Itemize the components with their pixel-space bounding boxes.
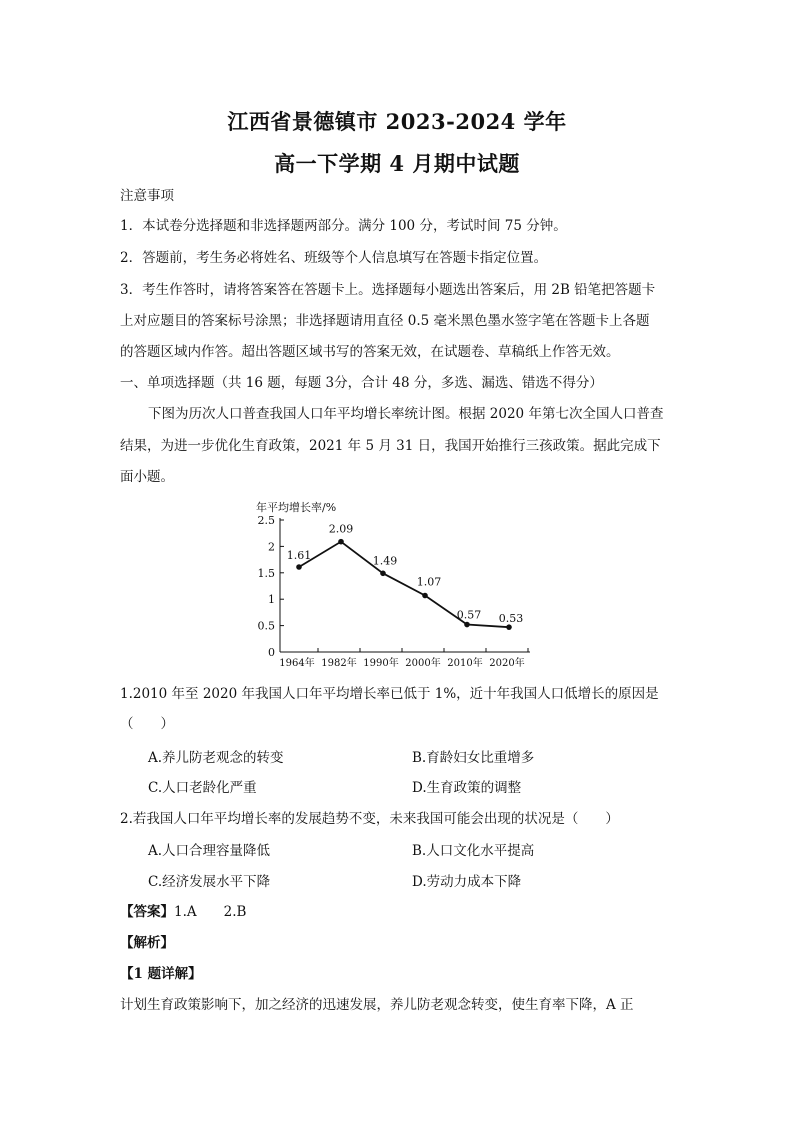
title-line-2: 高一下学期 4 月期中试题 (274, 151, 520, 176)
q2-option-c: C.经济发展水平下降 (148, 874, 271, 890)
notice-item-2: 2．答题前，考生务必将姓名、班级等个人信息填写在答题卡指定位置。 (120, 250, 548, 266)
x-tick-label: 1964年 (279, 658, 315, 669)
notice-item-1: 1．本试卷分选择题和非选择题两部分。满分 100 分，考试时间 75 分钟。 (120, 218, 567, 234)
data-label: 1.61 (286, 548, 312, 562)
data-point (464, 622, 470, 628)
y-tick-label: 2.5 (257, 514, 275, 527)
x-tick-label: 2020年 (489, 658, 525, 669)
detail-text: 计划生育政策影响下，加之经济的迅速发展，养儿防老观念转变，使生育率下降，A 正 (120, 997, 634, 1013)
data-label: 0.57 (456, 608, 482, 622)
data-point (380, 571, 386, 577)
q1-stem-line-1: 1.2010 年至 2020 年我国人口年平均增长率已低于 1%，近十年我国人口低增长的原因是 (120, 686, 659, 702)
data-point (422, 593, 428, 599)
q1-option-d: D.生育政策的调整 (412, 780, 522, 796)
chart-ylabel: 年平均增长率/% (256, 501, 337, 514)
growth-rate-chart (240, 496, 540, 672)
section-heading: 一、单项选择题（共 16 题，每题 3分，合计 48 分，多选、漏选、错选不得分） (120, 375, 603, 391)
answer-value: 1.A 2.B (174, 904, 247, 920)
y-tick-label: 1 (268, 593, 275, 607)
notice-item-3-cont-2: 的答题区域内作答。超出答题区域书写的答案无效，在试题卷、草稿纸上作答无效。 (120, 344, 620, 360)
analysis-label: 【解析】 (120, 935, 174, 951)
intro-line-2: 结果，为进一步优化生育政策，2021 年 5 月 31 日，我国开始推行三孩政策。据此完成下 (120, 438, 661, 454)
chart-data-labels (287, 523, 524, 626)
data-label: 2.09 (328, 522, 354, 536)
data-point (506, 624, 512, 630)
notice-item-3-cont-1: 上对应题目的答案标号涂黑；非选择题请用直径 0.5 毫米黑色墨水签字笔在答题卡上各题 (120, 313, 650, 329)
q2-option-d: D.劳动力成本下降 (412, 874, 522, 890)
x-tick-label: 1990年 (363, 658, 399, 669)
q1-stem-line-2: （ ） (120, 716, 174, 732)
q2-stem: 2.若我国人口年平均增长率的发展趋势不变，未来我国可能会出现的状况是（ ） (120, 811, 619, 827)
y-tick-label: 1.5 (257, 566, 275, 580)
x-tick-label: 1982年 (321, 658, 357, 669)
notice-item-3: 3．考生作答时，请将答案答在答题卡上。选择题每小题选出答案后，用 2B 铅笔把答题卡 (120, 282, 656, 298)
answer-label: 【答案】 (120, 904, 174, 920)
title-line-1: 江西省景德镇市 2023-2024 学年 (227, 109, 567, 134)
answer-line (120, 902, 680, 922)
y-tick-label: 2 (268, 540, 275, 554)
data-label: 1.49 (372, 554, 398, 568)
q2-option-a: A.人口合理容量降低 (148, 843, 271, 859)
chart-xticks (279, 648, 528, 669)
data-point (296, 564, 302, 570)
x-tick-label: 2010年 (447, 658, 483, 669)
q1-option-c: C.人口老龄化严重 (148, 780, 257, 796)
q2-option-b: B.人口文化水平提高 (412, 843, 535, 859)
data-point (338, 539, 344, 545)
data-label: 1.07 (416, 575, 442, 589)
y-tick-label: 0.5 (257, 619, 275, 633)
intro-line-1: 下图为历次人口普查我国人口年平均增长率统计图。根据 2020 年第七次全国人口普查 (148, 406, 664, 422)
intro-line-3: 面小题。 (120, 469, 174, 485)
data-label: 0.53 (498, 612, 524, 626)
notice-heading: 注意事项 (120, 188, 174, 204)
y-tick-label: 0 (268, 646, 275, 659)
q1-option-a: A.养儿防老观念的转变 (148, 750, 284, 766)
detail-label: 【1 题详解】 (120, 966, 202, 982)
x-tick-label: 2000年 (405, 658, 441, 669)
q1-option-b: B.育龄妇女比重增多 (412, 750, 535, 766)
